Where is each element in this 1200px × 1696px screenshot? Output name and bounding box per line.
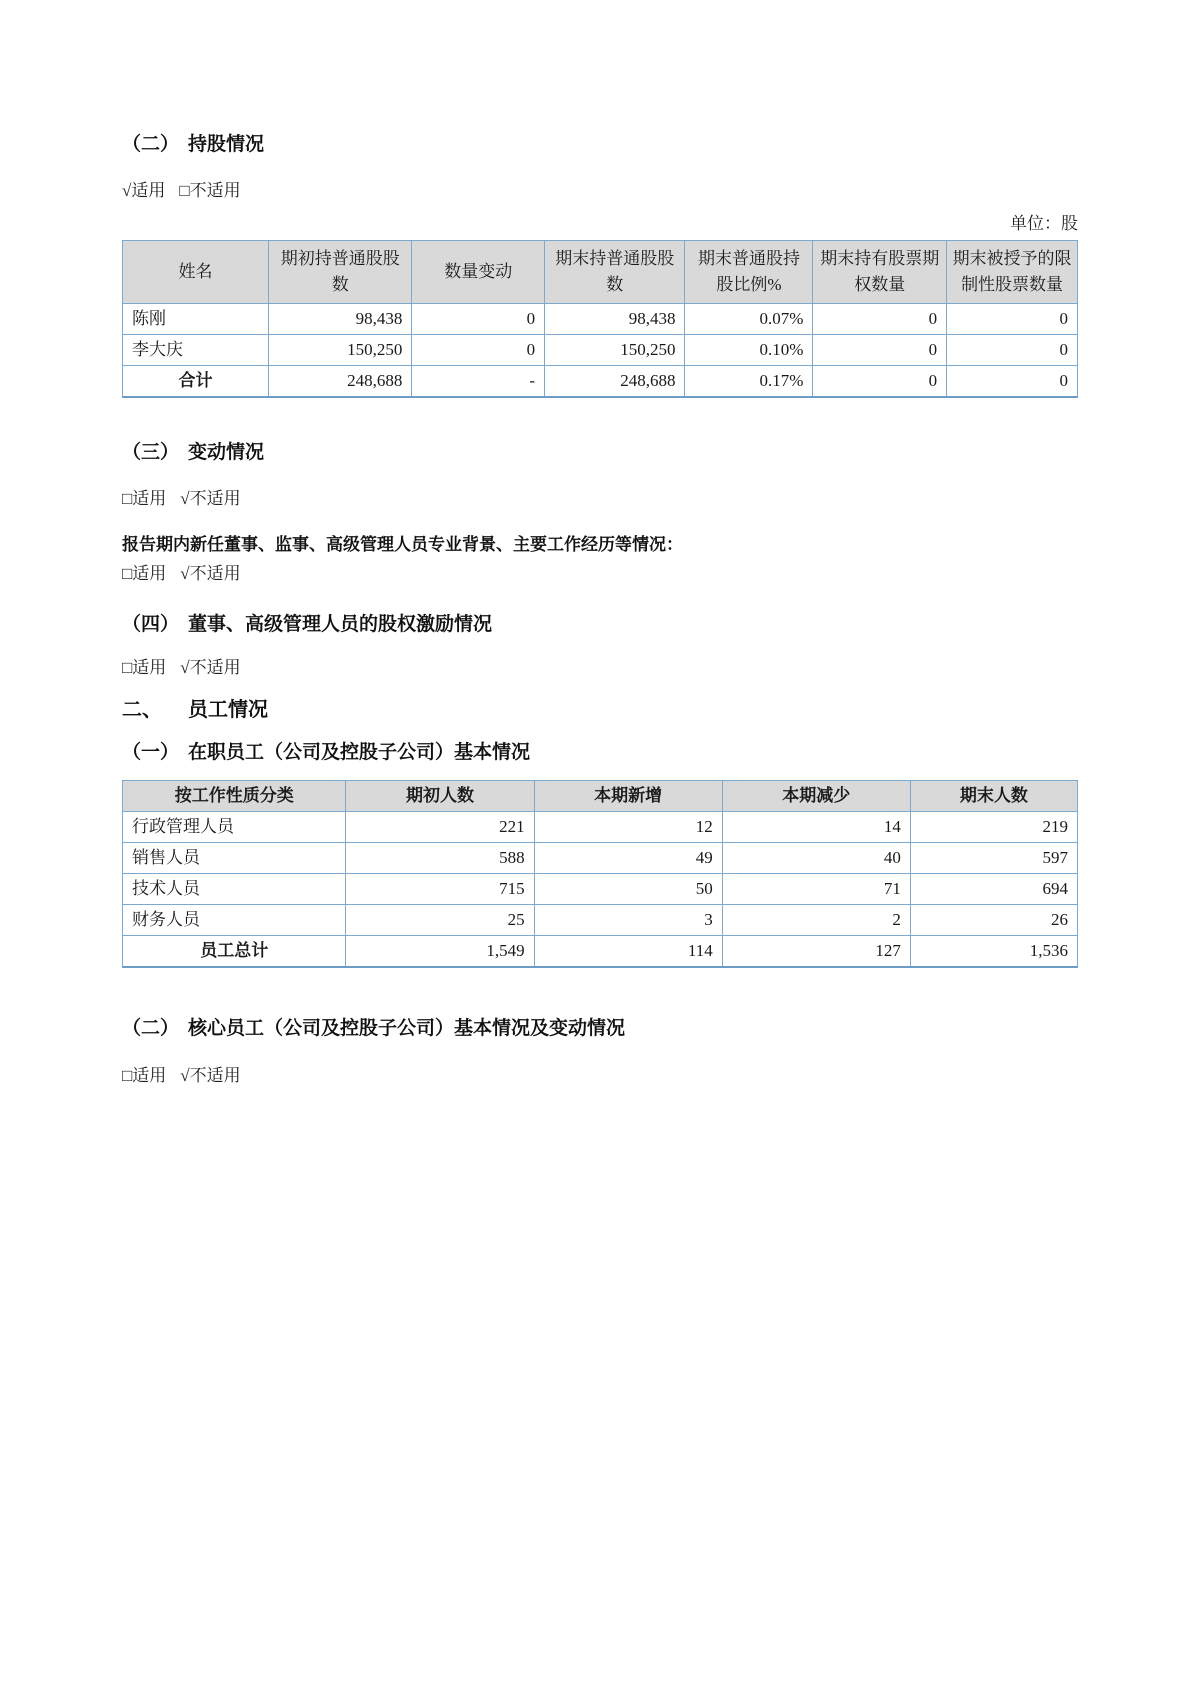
cell-total-label: 合计 — [123, 366, 269, 398]
col-header-end-count: 期末人数 — [910, 781, 1077, 812]
cell-added: 114 — [534, 936, 722, 968]
cell-restricted: 0 — [947, 335, 1078, 366]
table-total-row — [123, 366, 1078, 398]
table-row — [123, 335, 1078, 366]
cell-total-label: 员工总计 — [123, 936, 346, 968]
col-header-begin-count: 期初人数 — [346, 781, 534, 812]
cell-end-ratio: 0.17% — [685, 366, 813, 398]
heading-number: （三） — [122, 442, 180, 463]
check-not-applicable: √不适用 — [180, 1066, 241, 1085]
check-line-core-employees — [122, 1064, 1078, 1088]
new-appointees-paragraph: 报告期内新任董事、监事、高级管理人员专业背景、主要工作经历等情况： — [122, 535, 683, 554]
check-line-new-appointees — [122, 562, 1078, 586]
col-header-options: 期末持有股票期权数量 — [813, 241, 947, 304]
col-header-name: 姓名 — [123, 241, 269, 304]
cell-begin-count: 25 — [346, 905, 534, 936]
check-applicable: □适用 — [122, 658, 167, 677]
heading-employees — [122, 698, 1078, 723]
cell-end-shares: 248,688 — [545, 366, 685, 398]
shareholding-header-row — [123, 241, 1078, 304]
cell-reduced: 40 — [722, 843, 910, 874]
check-not-applicable: √不适用 — [180, 658, 241, 677]
cell-end-count: 694 — [910, 874, 1077, 905]
heading-title: 持股情况 — [188, 134, 265, 155]
col-header-reduced: 本期减少 — [722, 781, 910, 812]
col-header-end-shares: 期末持普通股股数 — [545, 241, 685, 304]
cell-end-shares: 98,438 — [545, 304, 685, 335]
cell-end-ratio: 0.07% — [685, 304, 813, 335]
table-row — [123, 304, 1078, 335]
check-line-changes — [122, 487, 1078, 511]
cell-end-shares: 150,250 — [545, 335, 685, 366]
check-line-incentive — [122, 656, 1078, 680]
table-row — [123, 874, 1078, 905]
check-line-holdings — [122, 179, 1078, 203]
cell-begin-count: 1,549 — [346, 936, 534, 968]
cell-added: 12 — [534, 812, 722, 843]
heading-employees-basic — [122, 740, 1078, 765]
cell-change: 0 — [412, 304, 545, 335]
cell-reduced: 71 — [722, 874, 910, 905]
heading-number: （四） — [122, 614, 180, 635]
cell-options: 0 — [813, 366, 947, 398]
employee-header-row — [123, 781, 1078, 812]
check-applicable: □适用 — [122, 564, 167, 583]
heading-title: 变动情况 — [188, 442, 265, 463]
cell-change: 0 — [412, 335, 545, 366]
heading-number: （二） — [122, 134, 180, 155]
heading-incentive — [122, 612, 1078, 637]
cell-name: 陈刚 — [123, 304, 269, 335]
cell-options: 0 — [813, 304, 947, 335]
cell-category: 技术人员 — [123, 874, 346, 905]
cell-change: - — [412, 366, 545, 398]
cell-begin-count: 221 — [346, 812, 534, 843]
shareholding-table — [122, 240, 1078, 398]
check-applicable: √适用 — [122, 181, 166, 200]
heading-holdings — [122, 132, 1078, 157]
col-header-begin-shares: 期初持普通股股数 — [269, 241, 412, 304]
cell-end-count: 1,536 — [910, 936, 1077, 968]
heading-number: （二） — [122, 1018, 180, 1039]
cell-end-count: 219 — [910, 812, 1077, 843]
cell-end-count: 597 — [910, 843, 1077, 874]
cell-added: 3 — [534, 905, 722, 936]
cell-begin-shares: 98,438 — [269, 304, 412, 335]
cell-begin-count: 715 — [346, 874, 534, 905]
col-header-category: 按工作性质分类 — [123, 781, 346, 812]
cell-category: 财务人员 — [123, 905, 346, 936]
heading-title: 董事、高级管理人员的股权激励情况 — [188, 614, 493, 635]
heading-title: 在职员工（公司及控股子公司）基本情况 — [188, 742, 531, 763]
cell-name: 李大庆 — [123, 335, 269, 366]
check-applicable: □适用 — [122, 489, 167, 508]
cell-restricted: 0 — [947, 366, 1078, 398]
check-not-applicable: √不适用 — [180, 564, 241, 583]
cell-restricted: 0 — [947, 304, 1078, 335]
cell-end-count: 26 — [910, 905, 1077, 936]
cell-reduced: 14 — [722, 812, 910, 843]
cell-added: 50 — [534, 874, 722, 905]
col-header-change: 数量变动 — [412, 241, 545, 304]
heading-number: （一） — [122, 742, 180, 763]
check-not-applicable: □不适用 — [179, 181, 241, 200]
table-row — [123, 812, 1078, 843]
col-header-restricted: 期末被授予的限制性股票数量 — [947, 241, 1078, 304]
cell-added: 49 — [534, 843, 722, 874]
cell-reduced: 2 — [722, 905, 910, 936]
heading-title: 员工情况 — [188, 699, 268, 721]
unit-note: 单位：股 — [1010, 214, 1078, 233]
cell-end-ratio: 0.10% — [685, 335, 813, 366]
heading-title: 核心员工（公司及控股子公司）基本情况及变动情况 — [188, 1018, 626, 1039]
heading-changes — [122, 440, 1078, 465]
col-header-added: 本期新增 — [534, 781, 722, 812]
cell-begin-shares: 248,688 — [269, 366, 412, 398]
table-row — [123, 843, 1078, 874]
cell-options: 0 — [813, 335, 947, 366]
heading-core-employees — [122, 1016, 1078, 1041]
check-not-applicable: √不适用 — [180, 489, 241, 508]
cell-begin-shares: 150,250 — [269, 335, 412, 366]
check-applicable: □适用 — [122, 1066, 167, 1085]
cell-begin-count: 588 — [346, 843, 534, 874]
table-row — [123, 905, 1078, 936]
table-total-row — [123, 936, 1078, 968]
cell-category: 行政管理人员 — [123, 812, 346, 843]
cell-category: 销售人员 — [123, 843, 346, 874]
heading-number: 二、 — [122, 699, 162, 721]
employee-table — [122, 780, 1078, 968]
col-header-end-ratio: 期末普通股持股比例% — [685, 241, 813, 304]
cell-reduced: 127 — [722, 936, 910, 968]
